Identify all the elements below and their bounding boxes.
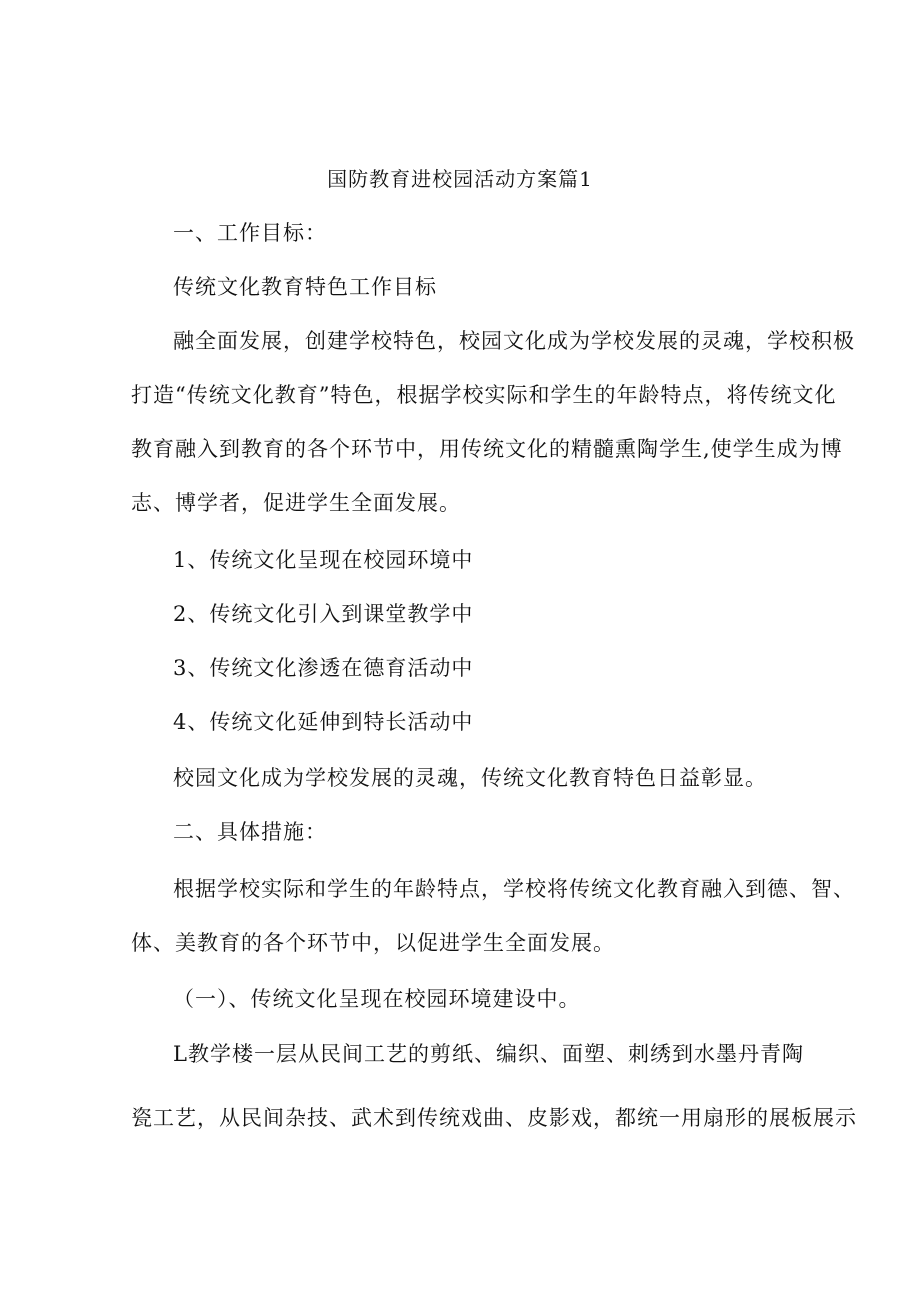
document-title: 国防教育进校园活动方案篇1 bbox=[327, 167, 593, 191]
paragraph-line: 根据学校实际和学生的年龄特点，学校将传统文化教育融入到德、智、 bbox=[173, 877, 855, 901]
paragraph-line: 体、美教育的各个环节中，以促进学生全面发展。 bbox=[131, 931, 615, 955]
summary-line: 校园文化成为学校发展的灵魂，传统文化教育特色日益彰显。 bbox=[173, 766, 767, 790]
subsection-heading: （一）、传统文化呈现在校园环境建设中。 bbox=[173, 987, 581, 1011]
goal-item: 4、传统文化延伸到特长活动中 bbox=[173, 710, 474, 734]
section-heading-measures: 二、具体措施： bbox=[173, 820, 327, 844]
paragraph-line: 志、博学者，促进学生全面发展。 bbox=[131, 491, 461, 515]
paragraph-line: 瓷工艺，从民间杂技、武术到传统戏曲、皮影戏，都统一用扇形的展板展示 bbox=[131, 1106, 857, 1130]
section-heading-work-goals: 一、工作目标： bbox=[173, 221, 327, 245]
paragraph-line: L教学楼一层从民间工艺的剪纸、编织、面塑、刺绣到水墨丹青陶 bbox=[173, 1042, 804, 1066]
goal-item: 2、传统文化引入到课堂教学中 bbox=[173, 602, 474, 626]
paragraph-line: 融全面发展，创建学校特色，校园文化成为学校发展的灵魂，学校积极 bbox=[173, 329, 855, 353]
paragraph-line: 教育融入到教育的各个环节中，用传统文化的精髓熏陶学生,使学生成为博 bbox=[131, 437, 843, 461]
goal-item: 1、传统文化呈现在校园环境中 bbox=[173, 548, 474, 572]
goal-item: 3、传统文化渗透在德育活动中 bbox=[173, 656, 474, 680]
paragraph-line: 打造“传统文化教育”特色，根据学校实际和学生的年龄特点，将传统文化 bbox=[131, 383, 837, 407]
goal-subheading: 传统文化教育特色工作目标 bbox=[173, 275, 437, 299]
